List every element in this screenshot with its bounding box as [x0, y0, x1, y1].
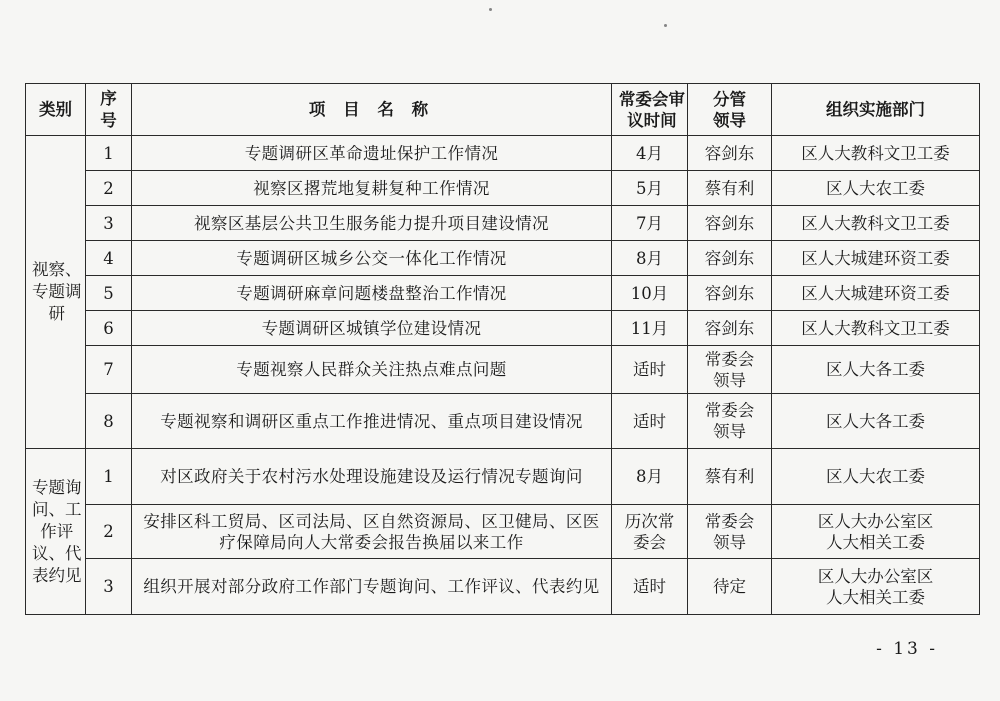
- table-row: [26, 394, 980, 449]
- table-row: [26, 449, 980, 505]
- row-dept: 区人大办公室区人大相关工委: [772, 559, 980, 615]
- header-time: 常委会审议时间: [612, 84, 688, 136]
- row-index: 3: [86, 206, 132, 241]
- row-dept: 区人大教科文卫工委: [772, 136, 980, 171]
- row-leader: 待定: [688, 559, 772, 615]
- row-time: 10月: [612, 276, 688, 311]
- category-cell: 视察、专题调研: [26, 136, 86, 449]
- table-row: [26, 171, 980, 206]
- row-index: 2: [86, 171, 132, 206]
- row-index: 3: [86, 559, 132, 615]
- row-index: 4: [86, 241, 132, 276]
- header-dept: 组织实施部门: [772, 84, 980, 136]
- row-time: 11月: [612, 311, 688, 346]
- row-dept: 区人大城建环资工委: [772, 276, 980, 311]
- table-row: [26, 559, 980, 615]
- row-leader: 容剑东: [688, 311, 772, 346]
- row-time: 适时: [612, 346, 688, 394]
- row-time: 8月: [612, 241, 688, 276]
- row-leader: 容剑东: [688, 136, 772, 171]
- table-row: [26, 311, 980, 346]
- table-row: [26, 276, 980, 311]
- category-cell: 专题询问、工作评议、代表约见: [26, 449, 86, 615]
- row-name: 安排区科工贸局、区司法局、区自然资源局、区卫健局、区医疗保障局向人大常委会报告换届以来工作: [132, 505, 612, 559]
- table-row: [26, 136, 980, 171]
- row-index: 5: [86, 276, 132, 311]
- row-name: 对区政府关于农村污水处理设施建设及运行情况专题询问: [132, 449, 612, 505]
- row-dept: 区人大各工委: [772, 346, 980, 394]
- page-number: - 13 -: [876, 639, 938, 659]
- row-time: 历次常委会: [612, 505, 688, 559]
- row-leader: 常委会领导: [688, 394, 772, 449]
- row-name: 视察区基层公共卫生服务能力提升项目建设情况: [132, 206, 612, 241]
- header-index: 序号: [86, 84, 132, 136]
- row-index: 6: [86, 311, 132, 346]
- row-dept: 区人大各工委: [772, 394, 980, 449]
- table-row: [26, 505, 980, 559]
- row-index: 7: [86, 346, 132, 394]
- row-time: 7月: [612, 206, 688, 241]
- row-time: 4月: [612, 136, 688, 171]
- row-name: 专题调研区城镇学位建设情况: [132, 311, 612, 346]
- row-name: 组织开展对部分政府工作部门专题询问、工作评议、代表约见: [132, 559, 612, 615]
- row-name: 专题调研麻章问题楼盘整治工作情况: [132, 276, 612, 311]
- row-leader: 容剑东: [688, 241, 772, 276]
- row-index: 8: [86, 394, 132, 449]
- row-time: 适时: [612, 394, 688, 449]
- row-leader: 蔡有利: [688, 449, 772, 505]
- row-leader: 常委会领导: [688, 346, 772, 394]
- row-leader: 容剑东: [688, 276, 772, 311]
- work-plan-table: [25, 83, 980, 615]
- row-index: 2: [86, 505, 132, 559]
- row-name: 专题调研区城乡公交一体化工作情况: [132, 241, 612, 276]
- row-time: 5月: [612, 171, 688, 206]
- table-row: [26, 241, 980, 276]
- table-row: [26, 206, 980, 241]
- header-row: [26, 84, 980, 136]
- row-index: 1: [86, 449, 132, 505]
- table-row: [26, 346, 980, 394]
- row-leader: 蔡有利: [688, 171, 772, 206]
- row-dept: 区人大教科文卫工委: [772, 311, 980, 346]
- row-dept: 区人大教科文卫工委: [772, 206, 980, 241]
- row-time: 8月: [612, 449, 688, 505]
- header-name: 项 目 名 称: [132, 84, 612, 136]
- header-leader: 分管领导: [688, 84, 772, 136]
- row-name: 专题调研区革命遗址保护工作情况: [132, 136, 612, 171]
- row-name: 视察区撂荒地复耕复种工作情况: [132, 171, 612, 206]
- row-name: 专题视察和调研区重点工作推进情况、重点项目建设情况: [132, 394, 612, 449]
- row-leader: 容剑东: [688, 206, 772, 241]
- row-dept: 区人大办公室区人大相关工委: [772, 505, 980, 559]
- row-dept: 区人大农工委: [772, 449, 980, 505]
- row-leader: 常委会领导: [688, 505, 772, 559]
- row-time: 适时: [612, 559, 688, 615]
- row-name: 专题视察人民群众关注热点难点问题: [132, 346, 612, 394]
- header-category: 类别: [26, 84, 86, 136]
- row-index: 1: [86, 136, 132, 171]
- row-dept: 区人大农工委: [772, 171, 980, 206]
- row-dept: 区人大城建环资工委: [772, 241, 980, 276]
